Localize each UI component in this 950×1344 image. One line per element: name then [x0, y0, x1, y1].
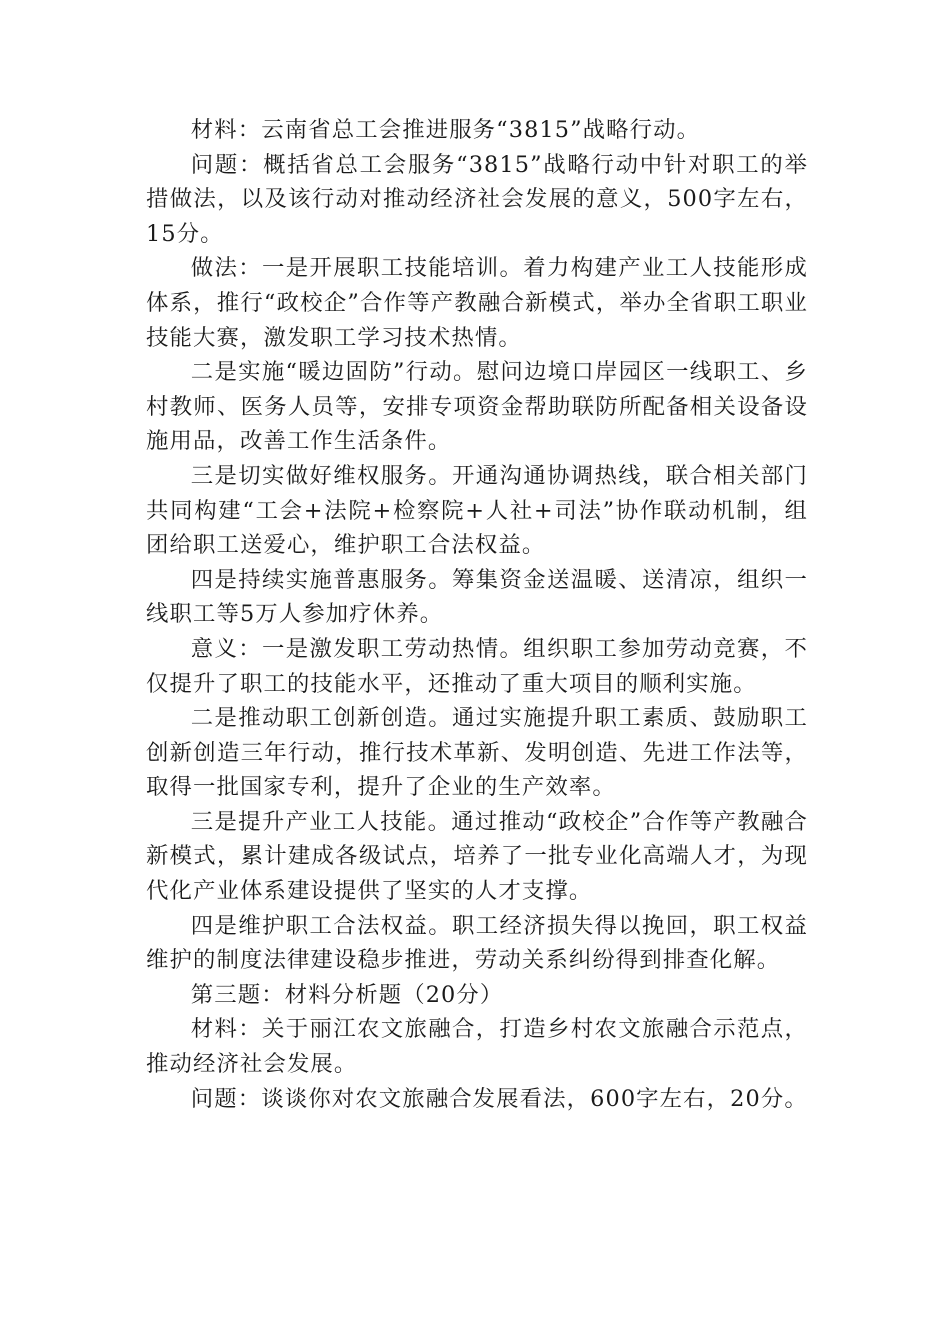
paragraph-question-2: 问题：谈谈你对农文旅融合发展看法，600字左右，20分。: [190, 1085, 808, 1112]
paragraph-significance-1: 意义：一是激发职工劳动热情。组织职工参加劳动竞赛，不仅提升了职工的技能水平，还推动了重大项目的顺利实施。: [146, 635, 808, 697]
paragraph-material-1: 材料：云南省总工会推进服务“3815”战略行动。: [190, 117, 701, 143]
paragraph-question-1: 问题：概括省总工会服务“3815”战略行动中针对职工的举措做法，以及该行动对推动经济社会发展的意义，500字左右，15分。: [146, 151, 808, 247]
paragraph-measure-2: 二是实施“暖边固防”行动。慰问边境口岸园区一线职工、乡村教师、医务人员等，安排专项资金帮助联防所配备相关设备设施用品，改善工作生活条件。: [146, 359, 808, 455]
paragraph-measure-4: 四是持续实施普惠服务。筹集资金送温暖、送清凉，组织一线职工等5万人参加疗休养。: [146, 566, 808, 628]
paragraph-material-2: 材料：关于丽江农文旅融合，打造乡村农文旅融合示范点，推动经济社会发展。: [146, 1016, 808, 1078]
document-body: [146, 113, 808, 1116]
paragraph-measure-3: 三是切实做好维权服务。开通沟通协调热线，联合相关部门共同构建“工会+法院+检察院+人社+司法”协作联动机制，组团给职工送爱心，维护职工合法权益。: [146, 462, 808, 559]
paragraph-significance-4: 四是维护职工合法权益。职工经济损失得以挽回，职工权益维护的制度法律建设稳步推进，劳动关系纠纷得到排查化解。: [146, 912, 808, 974]
paragraph-measure-1: 做法：一是开展职工技能培训。着力构建产业工人技能形成体系，推行“政校企”合作等产教融合新模式，举办全省职工职业技能大赛，激发职工学习技术热情。: [146, 255, 808, 351]
paragraph-significance-2: 二是推动职工创新创造。通过实施提升职工素质、鼓励职工创新创造三年行动，推行技术革新、发明创造、先进工作法等，取得一批国家专利，提升了企业的生产效率。: [146, 705, 808, 801]
paragraph-significance-3: 三是提升产业工人技能。通过推动“政校企”合作等产教融合新模式，累计建成各级试点，培养了一批专业化高端人才，为现代化产业体系建设提供了坚实的人才支撑。: [146, 808, 808, 905]
section-heading-question-3: 第三题：材料分析题（20分）: [190, 981, 504, 1008]
